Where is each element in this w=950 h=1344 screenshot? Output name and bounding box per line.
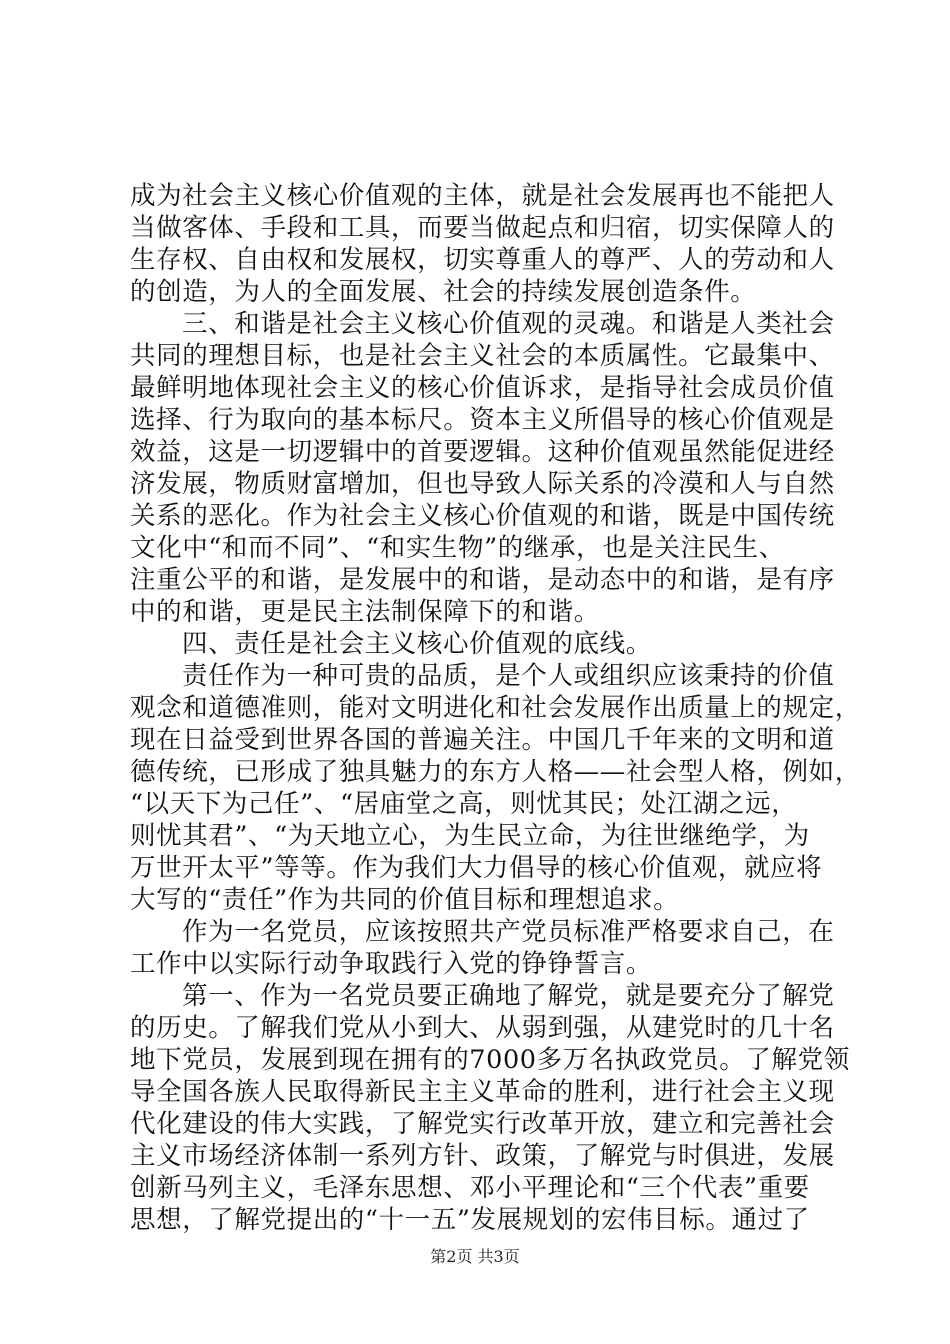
text-line: 万世开太平”等等。作为我们大力倡导的核心价值观，就应将 — [130, 853, 823, 883]
text-line: 工作中以实际行动争取践行入党的铮铮誓言。 — [130, 949, 653, 979]
paragraph-start-line: 作为一名党员，应该按照共产党员标准严格要求自己，在 — [182, 917, 835, 947]
text-line: “以天下为己任”、“居庙堂之高，则忧其民；处江湖之远， — [130, 789, 798, 819]
text-line: 思想，了解党提出的“十一五”发展规划的宏伟目标。通过了 — [130, 1205, 810, 1235]
paragraph-start-line: 第一、作为一名党员要正确地了解党，就是要充分了解党 — [182, 981, 835, 1011]
text-line: 成为社会主义核心价值观的主体，就是社会发展再也不能把人 — [130, 181, 835, 211]
paragraph-start-line: 三、和谐是社会主义核心价值观的灵魂。和谐是人类社会 — [182, 309, 835, 339]
text-line: 代化建设的伟大实践，了解党实行改革开放，建立和完善社会 — [130, 1109, 835, 1139]
text-line: 当做客体、手段和工具，而要当做起点和归宿，切实保障人的 — [130, 213, 835, 243]
text-line: 的创造，为人的全面发展、社会的持续发展创造条件。 — [130, 277, 757, 307]
text-line: 德传统，已形成了独具魅力的东方人格——社会型人格，例如， — [130, 757, 861, 787]
section-heading-line: 四、责任是社会主义核心价值观的底线。 — [182, 629, 652, 659]
text-line: 关系的恶化。作为社会主义核心价值观的和谐，既是中国传统 — [130, 501, 835, 531]
text-line: 选择、行为取向的基本标尺。资本主义所倡导的核心价值观是 — [130, 405, 835, 435]
text-line: 地下党员，发展到现在拥有的7000多万名执政党员。了解党领 — [130, 1045, 850, 1075]
text-line: 现在日益受到世界各国的普遍关注。中国几千年来的文明和道 — [130, 725, 835, 755]
text-line: 共同的理想目标，也是社会主义社会的本质属性。它最集中、 — [130, 341, 835, 371]
text-line: 最鲜明地体现社会主义的核心价值诉求，是指导社会成员价值 — [130, 373, 835, 403]
text-line: 观念和道德准则，能对文明进化和社会发展作出质量上的规定， — [130, 693, 861, 723]
text-line: 则忧其君”、“为天地立心，为生民立命，为往世继绝学，为 — [130, 821, 810, 851]
document-body — [130, 180, 861, 1236]
text-line: 注重公平的和谐，是发展中的和谐，是动态中的和谐，是有序 — [130, 565, 835, 595]
text-line: 济发展，物质财富增加，但也导致人际关系的冷漠和人与自然 — [130, 469, 835, 499]
text-line: 主义市场经济体制一系列方针、政策，了解党与时俱进，发展 — [130, 1141, 835, 1171]
text-line: 生存权、自由权和发展权，切实尊重人的尊严、人的劳动和人 — [130, 245, 835, 275]
text-line: 中的和谐，更是民主法制保障下的和谐。 — [130, 597, 600, 627]
text-line: 导全国各族人民取得新民主主义革命的胜利，进行社会主义现 — [130, 1077, 835, 1107]
text-line: 文化中“和而不同”、“和实生物”的继承，也是关注民生、 — [130, 533, 785, 563]
text-line: 创新马列主义，毛泽东思想、邓小平理论和“三个代表”重要 — [130, 1173, 810, 1203]
text-line: 效益，这是一切逻辑中的首要逻辑。这种价值观虽然能促进经 — [130, 437, 835, 467]
text-line: 大写的“责任”作为共同的价值目标和理想追求。 — [130, 885, 680, 915]
text-line: 的历史。了解我们党从小到大、从弱到强，从建党时的几十名 — [130, 1013, 835, 1043]
page-number-footer: 第2页 共3页 — [430, 1247, 520, 1266]
paragraph-start-line: 责任作为一种可贵的品质，是个人或组织应该秉持的价值 — [182, 661, 835, 691]
